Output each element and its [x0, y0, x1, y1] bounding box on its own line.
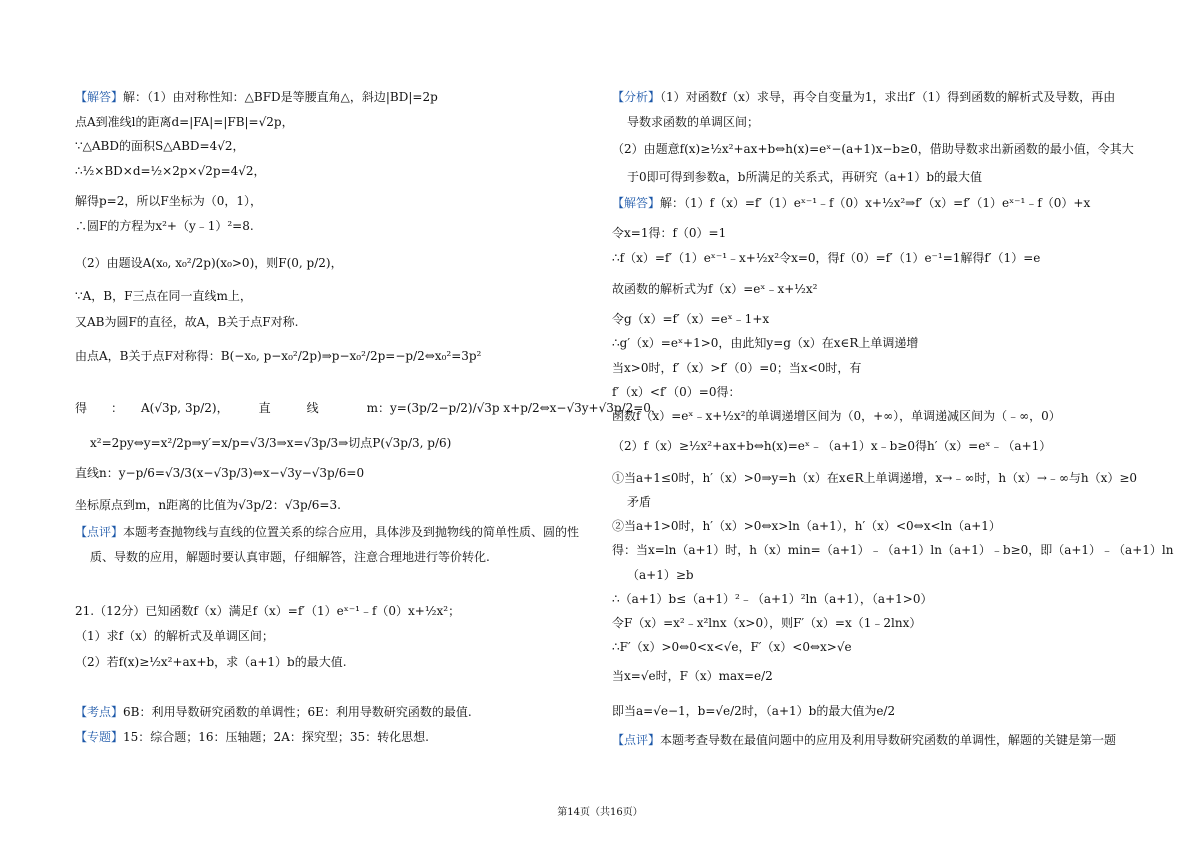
line-text: ∴圆F的方程为x²+（y﹣1）²=8. [75, 219, 254, 233]
left-line [75, 629, 274, 643]
right-line [612, 409, 1061, 423]
left-line [75, 194, 262, 208]
left-line [75, 466, 364, 480]
line-text: x²=2py⇔y=x²/2p⇒y′=x/p=√3/3⇒x=√3p/3⇒切点P(√3p/3, p/6) [90, 436, 452, 450]
right-line [612, 361, 861, 375]
left-line [75, 90, 438, 104]
right-line [612, 543, 1173, 557]
line-text: （a+1）≥b [627, 568, 694, 582]
line-text: （2）f（x）≥½x²+ax+b⇔h(x)=eˣ﹣（a+1）x﹣b≥0得h′（x）=eˣ﹣（a+1） [612, 439, 1052, 453]
line-text: 21.（12分）已知函数f（x）满足f（x）=f′（1）eˣ⁻¹﹣f（0）x+½x²； [75, 604, 461, 618]
line-text: 即当a=√e−1，b=√e/2时，（a+1）b的最大值为e/2 [612, 704, 896, 718]
left-line [75, 139, 245, 153]
line-text: 15：综合题；16：压轴题；2A：探究型；35：转化思想. [123, 730, 429, 744]
right-line [627, 170, 982, 184]
right-line [612, 519, 1001, 533]
right-line [612, 90, 1115, 104]
right-line [627, 495, 651, 509]
line-text: （2）由题设A(x₀, x₀²/2p)(x₀>0)，则F(0, p/2)， [75, 256, 343, 270]
right-line [612, 226, 726, 240]
line-text: ①当a+1≤0时，h′（x）>0⇒y=h（x）在x∈R上单调递增，x→﹣∞时，h（x）→﹣∞与h（x）≥0 [612, 471, 1138, 485]
left-line [75, 705, 472, 719]
line-text: 当x>0时，f′（x）>f′（0）=0；当x<0时，有 [612, 361, 862, 375]
section-tag: 【点评】 [612, 733, 661, 747]
line-text: 导数求函数的单调区间； [627, 115, 760, 129]
left-line [90, 550, 490, 564]
line-text: ∴（a+1）b≤（a+1）²﹣（a+1）²ln（a+1），（a+1>0） [612, 592, 933, 606]
section-tag: 【考点】 [75, 705, 124, 719]
left-line [90, 436, 451, 450]
line-text: 坐标原点到m，n距离的比值为√3p/2：√3p/6=3. [75, 498, 341, 512]
line-text: ∴g′（x）=eˣ+1>0，由此知y=g（x）在x∈R上单调递增 [612, 336, 919, 350]
left-line [75, 401, 663, 415]
line-text: 故函数的解析式为f（x）=eˣ﹣x+½x² [612, 282, 818, 296]
line-text: ∵A，B，F三点在同一直线m上， [75, 289, 252, 303]
line-text: （1）求f（x）的解析式及单调区间； [75, 629, 274, 643]
right-line [612, 312, 769, 326]
left-line [75, 115, 294, 129]
line-text: 于0即可得到参数a，b所满足的关系式，再研究（a+1）b的最大值 [627, 170, 982, 184]
right-line [612, 616, 921, 630]
line-text: ∵△ABD的面积S△ABD=4√2， [75, 139, 245, 153]
line-text: 令F（x）=x²﹣x²lnx（x>0），则F′（x）=x（1﹣2lnx） [612, 616, 922, 630]
right-line [612, 385, 740, 399]
left-line [75, 219, 254, 233]
right-line [612, 733, 1116, 747]
right-line [612, 336, 918, 350]
left-line [75, 256, 343, 270]
right-line [612, 282, 817, 296]
line-text: 6B：利用导数研究函数的单调性；6E：利用导数研究函数的最值. [123, 705, 472, 719]
line-text: 得 ： A(√3p, 3p/2)， 直 线 m：y=(3p/2−p/2)/√3p x+p/2⇔x−√3y+√3p/2=0， [75, 401, 663, 415]
line-text: 本题考查导数在最值问题中的应用及利用导数研究函数的单调性，解题的关键是第一题 [660, 733, 1117, 747]
line-text: （2）若f(x)≥½x²+ax+b，求（a+1）b的最大值. [75, 655, 347, 669]
line-text: 令g（x）=f′（x）=eˣ﹣1+x [612, 312, 770, 326]
right-line [612, 704, 895, 718]
line-text: 当x=√e时，F（x）max=e/2 [612, 669, 773, 683]
page-footer: 第14页（共16页） [557, 807, 643, 818]
line-text: 质、导数的应用，解题时要认真审题，仔细解答，注意合理地进行等价转化. [90, 550, 490, 564]
left-line [75, 164, 266, 178]
line-text: 由点A，B关于点F对称得：B(−x₀, p−x₀²/2p)⇒p−x₀²/2p=−p/2⇔x₀²=3p² [75, 349, 482, 363]
line-text: 函数f（x）=eˣ﹣x+½x²的单调递增区间为（0，+∞），单调递减区间为（﹣∞，0） [612, 409, 1061, 423]
left-line [75, 730, 429, 744]
line-text: 令x=1得：f（0）=1 [612, 226, 727, 240]
section-tag: 【点评】 [75, 525, 124, 539]
left-line [75, 525, 579, 539]
right-line [627, 568, 694, 582]
line-text: ∴f（x）=f′（1）eˣ⁻¹﹣x+½x²令x=0，得f（0）=f′（1）e⁻¹=1解得f′（1）=e [612, 251, 1041, 265]
right-line [612, 142, 1134, 156]
right-line [612, 439, 1051, 453]
left-line [75, 498, 341, 512]
section-tag: 【解答】 [612, 196, 661, 210]
line-text: （2）由题意f(x)≥½x²+ax+b⇔h(x)=eˣ−(a+1)x−b≥0，借助导数求出新函数的最小值，令其大 [612, 142, 1134, 156]
right-line [612, 471, 1137, 485]
line-text: ②当a+1>0时，h′（x）>0⇔x>ln（a+1），h′（x）<0⇔x<ln（a+1） [612, 519, 1001, 533]
line-text: 矛盾 [627, 495, 652, 509]
left-line [75, 604, 460, 618]
line-text: （1）对函数f（x）求导，再令自变量为1，求出f′（1）得到函数的解析式及导数，再由 [660, 90, 1116, 104]
line-text: 点A到准线l的距离d=|FA|=|FB|=√2p， [75, 115, 294, 129]
right-line [627, 115, 759, 129]
section-tag: 【解答】 [75, 90, 124, 104]
line-text: 本题考查抛物线与直线的位置关系的综合应用，具体涉及到抛物线的简单性质、圆的性 [123, 525, 580, 539]
line-text: 得：当x=ln（a+1）时，h（x）min=（a+1）﹣（a+1）ln（a+1）﹣b≥0，即（a+1）﹣（a+1）ln [612, 543, 1174, 557]
line-text: ∴F′（x）>0⇔0<x<√e，F′（x）<0⇔x>√e [612, 640, 852, 654]
line-text: ∴½×BD×d=½×2p×√2p=4√2， [75, 164, 266, 178]
section-tag: 【专题】 [75, 730, 124, 744]
left-line [75, 349, 481, 363]
line-text: 又AB为圆F的直径，故A，B关于点F对称. [75, 315, 299, 329]
section-tag: 【分析】 [612, 90, 661, 104]
right-line [612, 592, 932, 606]
right-line [612, 669, 773, 683]
right-line [612, 196, 1090, 210]
left-line [75, 289, 252, 303]
right-line [612, 640, 852, 654]
left-line [75, 655, 347, 669]
line-text: 解：（1）f（x）=f′（1）eˣ⁻¹﹣f（0）x+½x²⇒f′（x）=f′（1）eˣ⁻¹﹣f（0）+x [660, 196, 1091, 210]
right-line [612, 251, 1040, 265]
line-text: 直线n：y−p/6=√3/3(x−√3p/3)⇔x−√3y−√3p/6=0 [75, 466, 365, 480]
line-text: 解得p=2，所以F坐标为（0，1）， [75, 194, 262, 208]
line-text: f′（x）<f′（0）=0得： [612, 385, 741, 399]
left-line [75, 315, 298, 329]
line-text: 解：（1）由对称性知：△BFD是等腰直角△，斜边|BD|=2p [123, 90, 438, 104]
